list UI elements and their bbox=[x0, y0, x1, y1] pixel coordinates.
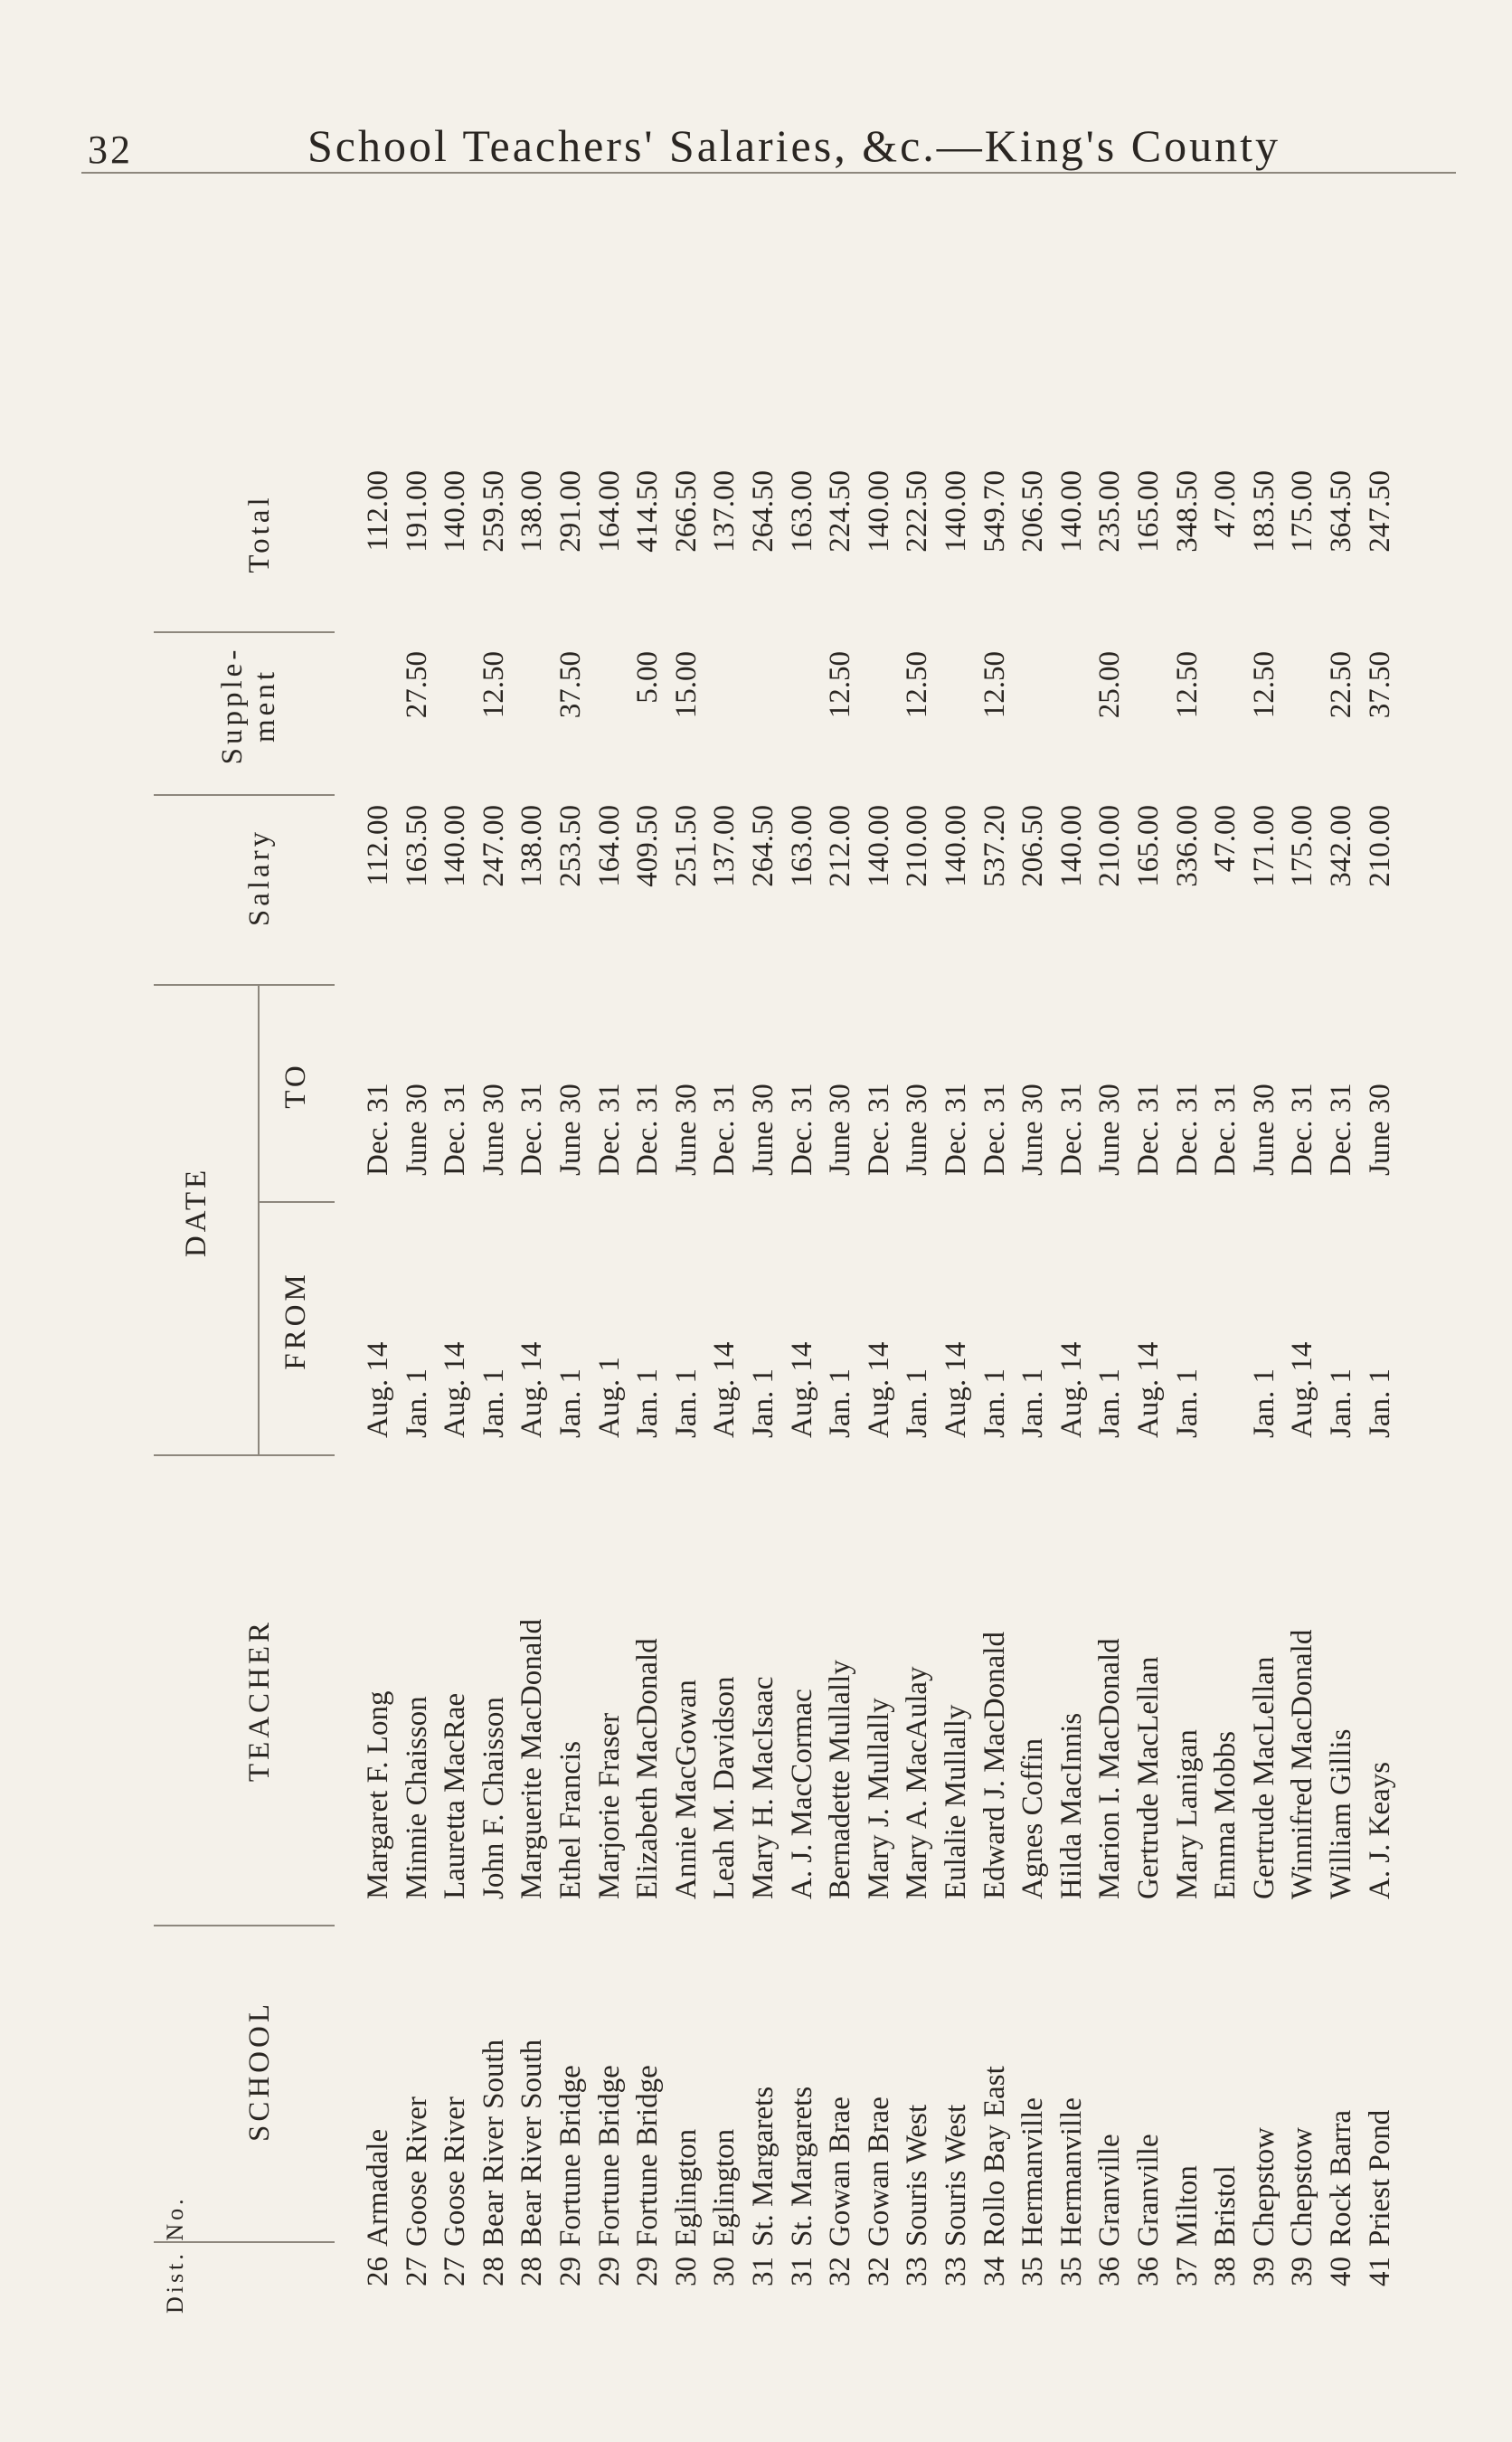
from-date-cell: Aug. 14 bbox=[362, 1341, 394, 1438]
header-total: Total bbox=[243, 494, 276, 573]
dist-no-cell: 38 bbox=[1209, 2257, 1243, 2286]
total-cell: 266.50 bbox=[669, 470, 703, 553]
dist-no-cell: 35 bbox=[1054, 2257, 1088, 2286]
dist-no-cell: 33 bbox=[940, 2257, 972, 2286]
teacher-cell: Mary A. MacAulay bbox=[901, 1666, 934, 1899]
header-to: TO bbox=[279, 1062, 312, 1109]
school-cell: St. Margarets bbox=[785, 2086, 818, 2247]
dist-no-cell: 39 bbox=[1247, 2257, 1280, 2286]
total-cell: 140.00 bbox=[439, 470, 472, 553]
school-cell: Fortune Bridge bbox=[554, 2065, 587, 2247]
table-row bbox=[401, 335, 434, 2324]
from-date-cell: Jan. 1 bbox=[1016, 1368, 1050, 1438]
school-cell: Granville bbox=[1132, 2134, 1165, 2247]
salary-cell: 206.50 bbox=[1016, 805, 1050, 887]
header-supplement-line2: ment bbox=[249, 668, 281, 743]
table-row bbox=[1132, 335, 1166, 2324]
dist-no-cell: 37 bbox=[1170, 2257, 1204, 2286]
school-cell: Eglington bbox=[708, 2128, 742, 2247]
total-cell: 163.00 bbox=[785, 470, 818, 553]
table-row bbox=[1364, 335, 1397, 2324]
salary-cell: 210.00 bbox=[901, 805, 934, 887]
dist-no-cell: 32 bbox=[862, 2257, 895, 2286]
supplement-cell: 12.50 bbox=[824, 651, 857, 719]
salary-cell: 140.00 bbox=[1054, 805, 1088, 887]
to-date-cell: June 30 bbox=[477, 1084, 510, 1176]
header-date: DATE bbox=[180, 1166, 213, 1258]
salary-cell: 336.00 bbox=[1170, 805, 1204, 887]
table-row bbox=[708, 335, 742, 2324]
total-cell: 183.50 bbox=[1247, 470, 1280, 553]
to-date-cell: June 30 bbox=[824, 1084, 857, 1176]
from-date-cell: Aug. 14 bbox=[1286, 1341, 1319, 1438]
supplement-cell: 37.50 bbox=[1363, 651, 1396, 719]
dist-no-cell: 27 bbox=[400, 2257, 433, 2286]
total-cell: 247.50 bbox=[1363, 470, 1396, 553]
school-cell: Gowan Brae bbox=[824, 2097, 857, 2247]
header-salary: Salary bbox=[243, 828, 276, 927]
table-row bbox=[1325, 335, 1358, 2324]
page-header bbox=[0, 0, 1512, 181]
total-cell: 206.50 bbox=[1016, 470, 1050, 553]
total-cell: 364.50 bbox=[1325, 470, 1357, 553]
from-date-cell: Jan. 1 bbox=[1247, 1368, 1280, 1438]
from-date-cell: Jan. 1 bbox=[824, 1368, 857, 1438]
table-row bbox=[1209, 335, 1243, 2324]
school-cell: Milton bbox=[1170, 2165, 1204, 2247]
supplement-cell: 12.50 bbox=[1170, 651, 1204, 719]
table-row bbox=[554, 335, 588, 2324]
to-date-cell: June 30 bbox=[1016, 1084, 1050, 1176]
dist-no-cell: 36 bbox=[1093, 2257, 1127, 2286]
table-row bbox=[593, 335, 627, 2324]
dist-no-cell: 39 bbox=[1286, 2257, 1319, 2286]
from-date-cell: Aug. 14 bbox=[708, 1341, 742, 1438]
school-cell: Eglington bbox=[669, 2128, 703, 2247]
teacher-cell: Hilda MacInnis bbox=[1054, 1712, 1088, 1899]
salary-cell: 253.50 bbox=[554, 805, 587, 887]
teacher-cell: Winnifred MacDonald bbox=[1286, 1629, 1319, 1899]
table-row bbox=[1055, 335, 1089, 2324]
from-date-cell: Aug. 14 bbox=[1132, 1341, 1165, 1438]
teacher-cell: Agnes Coffin bbox=[1016, 1737, 1050, 1899]
dist-no-cell: 41 bbox=[1363, 2257, 1396, 2286]
to-date-cell: Dec. 31 bbox=[1170, 1083, 1204, 1176]
total-cell: 137.00 bbox=[708, 470, 742, 553]
table-row bbox=[978, 335, 1012, 2324]
to-date-cell: June 30 bbox=[1247, 1084, 1280, 1176]
table-row bbox=[863, 335, 896, 2324]
from-date-cell: Jan. 1 bbox=[477, 1368, 510, 1438]
to-date-cell: Dec. 31 bbox=[362, 1083, 394, 1176]
total-cell: 47.00 bbox=[1209, 470, 1243, 538]
teacher-cell: Edward J. MacDonald bbox=[978, 1631, 1011, 1899]
teacher-cell: Marion I. MacDonald bbox=[1093, 1638, 1127, 1899]
salary-cell: 165.00 bbox=[1132, 805, 1165, 887]
school-cell: Chepstow bbox=[1247, 2127, 1280, 2247]
dist-no-cell: 30 bbox=[669, 2257, 703, 2286]
school-cell: Priest Pond bbox=[1363, 2109, 1396, 2247]
dist-no-cell: 26 bbox=[362, 2257, 394, 2286]
dist-no-cell: 28 bbox=[477, 2257, 510, 2286]
salary-cell: 140.00 bbox=[862, 805, 895, 887]
table-row bbox=[515, 335, 549, 2324]
from-date-cell: Aug. 14 bbox=[785, 1341, 818, 1438]
total-cell: 414.50 bbox=[631, 470, 665, 553]
to-date-cell: Dec. 31 bbox=[1209, 1083, 1243, 1176]
salary-cell: 140.00 bbox=[940, 805, 972, 887]
total-cell: 165.00 bbox=[1132, 470, 1165, 553]
supplement-cell: 12.50 bbox=[901, 651, 934, 719]
rule-under-date bbox=[258, 986, 260, 1456]
salary-cell: 210.00 bbox=[1363, 805, 1396, 887]
from-date-cell: Jan. 1 bbox=[1363, 1368, 1396, 1438]
teacher-cell: William Gillis bbox=[1325, 1728, 1357, 1899]
dist-no-cell: 29 bbox=[592, 2257, 626, 2286]
teacher-cell: Marguerite MacDonald bbox=[515, 1618, 549, 1899]
from-date-cell: Aug. 14 bbox=[862, 1341, 895, 1438]
rule-after-supplement bbox=[154, 631, 335, 633]
from-date-cell: Jan. 1 bbox=[400, 1368, 433, 1438]
to-date-cell: June 30 bbox=[669, 1084, 703, 1176]
table-row bbox=[1248, 335, 1281, 2324]
salary-cell: 537.20 bbox=[978, 805, 1011, 887]
dist-no-cell: 27 bbox=[439, 2257, 472, 2286]
teacher-cell: Mary J. Mullally bbox=[862, 1698, 895, 1899]
school-cell: Souris West bbox=[940, 2104, 972, 2247]
to-date-cell: Dec. 31 bbox=[1286, 1083, 1319, 1176]
school-cell: Bristol bbox=[1209, 2165, 1243, 2247]
total-cell: 549.70 bbox=[978, 470, 1011, 553]
to-date-cell: Dec. 31 bbox=[1132, 1083, 1165, 1176]
to-date-cell: June 30 bbox=[901, 1084, 934, 1176]
to-date-cell: June 30 bbox=[747, 1084, 780, 1176]
salary-cell: 163.00 bbox=[785, 805, 818, 887]
from-date-cell: Aug. 14 bbox=[515, 1341, 549, 1438]
supplement-cell: 12.50 bbox=[978, 651, 1011, 719]
dist-no-cell: 28 bbox=[515, 2257, 549, 2286]
salary-cell: 47.00 bbox=[1209, 805, 1243, 873]
to-date-cell: June 30 bbox=[400, 1084, 433, 1176]
total-cell: 264.50 bbox=[747, 470, 780, 553]
teacher-cell: Elizabeth MacDonald bbox=[631, 1638, 665, 1899]
header-from: FROM bbox=[279, 1271, 312, 1370]
supplement-cell: 25.00 bbox=[1093, 651, 1127, 719]
from-date-cell: Jan. 1 bbox=[554, 1368, 587, 1438]
supplement-cell: 12.50 bbox=[1247, 651, 1280, 719]
rule-after-dist bbox=[154, 2241, 335, 2243]
total-cell: 291.00 bbox=[554, 470, 587, 553]
page-title: School Teachers' Salaries, &c.—King's County bbox=[307, 120, 1280, 171]
to-date-cell: Dec. 31 bbox=[592, 1083, 626, 1176]
table-row bbox=[670, 335, 704, 2324]
total-cell: 140.00 bbox=[940, 470, 972, 553]
school-cell: Chepstow bbox=[1286, 2127, 1319, 2247]
total-cell: 140.00 bbox=[1054, 470, 1088, 553]
salary-cell: 409.50 bbox=[631, 805, 665, 887]
salary-cell: 140.00 bbox=[439, 805, 472, 887]
teacher-cell: Ethel Francis bbox=[554, 1740, 587, 1899]
to-date-cell: June 30 bbox=[1093, 1084, 1127, 1176]
table-row bbox=[940, 335, 973, 2324]
from-date-cell: Aug. 14 bbox=[439, 1341, 472, 1438]
school-cell: Hermanville bbox=[1054, 2097, 1088, 2247]
to-date-cell: Dec. 31 bbox=[439, 1083, 472, 1176]
header-dist-no: Dist. No. bbox=[162, 2195, 188, 2314]
salary-cell: 342.00 bbox=[1325, 805, 1357, 887]
table-row bbox=[824, 335, 857, 2324]
to-date-cell: Dec. 31 bbox=[940, 1083, 972, 1176]
teacher-cell: Annie MacGowan bbox=[669, 1680, 703, 1899]
supplement-cell: 37.50 bbox=[554, 651, 587, 719]
salary-cell: 137.00 bbox=[708, 805, 742, 887]
school-cell: St. Margarets bbox=[747, 2086, 780, 2247]
supplement-cell: 12.50 bbox=[477, 651, 510, 719]
to-date-cell: Dec. 31 bbox=[1325, 1083, 1357, 1176]
school-cell: Bear River South bbox=[515, 2039, 549, 2247]
header-school: SCHOOL bbox=[243, 2000, 276, 2143]
table-row bbox=[786, 335, 819, 2324]
dist-no-cell: 29 bbox=[631, 2257, 665, 2286]
rule-after-teacher bbox=[154, 1454, 335, 1456]
from-date-cell: Jan. 1 bbox=[747, 1368, 780, 1438]
salary-cell: 163.50 bbox=[400, 805, 433, 887]
table-row bbox=[747, 335, 780, 2324]
dist-no-cell: 31 bbox=[785, 2257, 818, 2286]
teacher-cell: A. J. Keays bbox=[1363, 1761, 1396, 1899]
teacher-cell: Gertrude MacLellan bbox=[1132, 1656, 1165, 1899]
total-cell: 348.50 bbox=[1170, 470, 1204, 553]
table-row bbox=[1016, 335, 1050, 2324]
page-number: 32 bbox=[88, 128, 133, 172]
dist-no-cell: 30 bbox=[708, 2257, 742, 2286]
from-date-cell: Aug. 14 bbox=[940, 1341, 972, 1438]
table-row bbox=[631, 335, 665, 2324]
school-cell: Fortune Bridge bbox=[592, 2065, 626, 2247]
to-date-cell: Dec. 31 bbox=[978, 1083, 1011, 1176]
teacher-cell: Eulalie Mullally bbox=[940, 1704, 972, 1899]
dist-no-cell: 29 bbox=[554, 2257, 587, 2286]
school-cell: Souris West bbox=[901, 2104, 934, 2247]
table-row bbox=[362, 335, 395, 2324]
from-date-cell: Aug. 14 bbox=[1054, 1341, 1088, 1438]
dist-no-cell: 34 bbox=[978, 2257, 1011, 2286]
to-date-cell: June 30 bbox=[554, 1084, 587, 1176]
from-date-cell: Jan. 1 bbox=[669, 1368, 703, 1438]
school-cell: Granville bbox=[1093, 2134, 1127, 2247]
teacher-cell: Gertrude MacLellan bbox=[1247, 1656, 1280, 1899]
teacher-cell: Minnie Chaisson bbox=[400, 1696, 433, 1899]
teacher-cell: Lauretta MacRae bbox=[439, 1692, 472, 1899]
table-row bbox=[439, 335, 472, 2324]
total-cell: 112.00 bbox=[362, 470, 394, 552]
from-date-cell: Aug. 1 bbox=[592, 1357, 626, 1438]
table-row bbox=[477, 335, 511, 2324]
teacher-cell: Bernadette Mullally bbox=[824, 1660, 857, 1899]
dist-no-cell: 40 bbox=[1325, 2257, 1357, 2286]
to-date-cell: Dec. 31 bbox=[631, 1083, 665, 1176]
teacher-cell: Margaret F. Long bbox=[362, 1690, 394, 1899]
salary-cell: 264.50 bbox=[747, 805, 780, 887]
school-cell: Rock Barra bbox=[1325, 2109, 1357, 2247]
supplement-cell: 22.50 bbox=[1325, 651, 1357, 719]
school-cell: Hermanville bbox=[1016, 2097, 1050, 2247]
dist-no-cell: 32 bbox=[824, 2257, 857, 2286]
total-cell: 175.00 bbox=[1286, 470, 1319, 553]
total-cell: 235.00 bbox=[1093, 470, 1127, 553]
from-date-cell: Jan. 1 bbox=[978, 1368, 1011, 1438]
total-cell: 222.50 bbox=[901, 470, 934, 553]
from-date-cell: Jan. 1 bbox=[631, 1368, 665, 1438]
teacher-cell: Mary H. MacIsaac bbox=[747, 1676, 780, 1899]
teacher-cell: Emma Mobbs bbox=[1209, 1730, 1243, 1899]
to-date-cell: Dec. 31 bbox=[708, 1083, 742, 1176]
teacher-cell: Marjorie Fraser bbox=[592, 1712, 626, 1899]
total-cell: 224.50 bbox=[824, 470, 857, 553]
teacher-cell: A. J. MacCormac bbox=[785, 1689, 818, 1899]
school-cell: Goose River bbox=[400, 2097, 433, 2247]
teacher-cell: John F. Chaisson bbox=[477, 1697, 510, 1899]
school-cell: Fortune Bridge bbox=[631, 2065, 665, 2247]
salary-cell: 175.00 bbox=[1286, 805, 1319, 887]
salary-cell: 164.00 bbox=[592, 805, 626, 887]
to-date-cell: Dec. 31 bbox=[862, 1083, 895, 1176]
salary-cell: 212.00 bbox=[824, 805, 857, 887]
salary-cell: 171.00 bbox=[1247, 805, 1280, 887]
to-date-cell: Dec. 31 bbox=[785, 1083, 818, 1176]
total-cell: 191.00 bbox=[400, 470, 433, 553]
header-supplement-line1: Supple- bbox=[216, 646, 249, 765]
dist-no-cell: 31 bbox=[747, 2257, 780, 2286]
to-date-cell: Dec. 31 bbox=[1054, 1083, 1088, 1176]
school-cell: Gowan Brae bbox=[862, 2097, 895, 2247]
dist-no-cell: 35 bbox=[1016, 2257, 1050, 2286]
school-cell: Armadale bbox=[362, 2128, 394, 2247]
total-cell: 259.50 bbox=[477, 470, 510, 553]
salary-cell: 138.00 bbox=[515, 805, 549, 887]
rule-after-school bbox=[154, 1925, 335, 1926]
dist-no-cell: 33 bbox=[901, 2257, 934, 2286]
supplement-cell: 5.00 bbox=[631, 651, 665, 704]
rule-after-salary bbox=[154, 794, 335, 796]
school-cell: Bear River South bbox=[477, 2039, 510, 2247]
salary-table bbox=[154, 335, 1420, 2324]
total-cell: 138.00 bbox=[515, 470, 549, 553]
from-date-cell: Jan. 1 bbox=[1093, 1368, 1127, 1438]
dist-no-cell: 36 bbox=[1132, 2257, 1165, 2286]
school-cell: Goose River bbox=[439, 2097, 472, 2247]
school-cell: Rollo Bay East bbox=[978, 2066, 1011, 2247]
table-row bbox=[1286, 335, 1319, 2324]
table-row bbox=[901, 335, 934, 2324]
supplement-cell: 15.00 bbox=[669, 651, 703, 719]
teacher-cell: Mary Lanigan bbox=[1170, 1729, 1204, 1899]
to-date-cell: Dec. 31 bbox=[515, 1083, 549, 1176]
salary-cell: 251.50 bbox=[669, 805, 703, 887]
rule-between-from-to bbox=[258, 1201, 335, 1203]
rule-after-date bbox=[154, 984, 335, 986]
total-cell: 164.00 bbox=[592, 470, 626, 553]
header-rule bbox=[81, 172, 1456, 174]
salary-cell: 247.00 bbox=[477, 805, 510, 887]
salary-cell: 210.00 bbox=[1093, 805, 1127, 887]
salary-cell: 112.00 bbox=[362, 805, 394, 886]
total-cell: 140.00 bbox=[862, 470, 895, 553]
from-date-cell: Jan. 1 bbox=[901, 1368, 934, 1438]
from-date-cell: Jan. 1 bbox=[1170, 1368, 1204, 1438]
from-date-cell: Jan. 1 bbox=[1325, 1368, 1357, 1438]
table-row bbox=[1093, 335, 1127, 2324]
to-date-cell: June 30 bbox=[1363, 1084, 1396, 1176]
header-teacher: TEACHER bbox=[243, 1618, 276, 1783]
table-row bbox=[1171, 335, 1205, 2324]
teacher-cell: Leah M. Davidson bbox=[708, 1676, 742, 1899]
supplement-cell: 27.50 bbox=[400, 651, 433, 719]
